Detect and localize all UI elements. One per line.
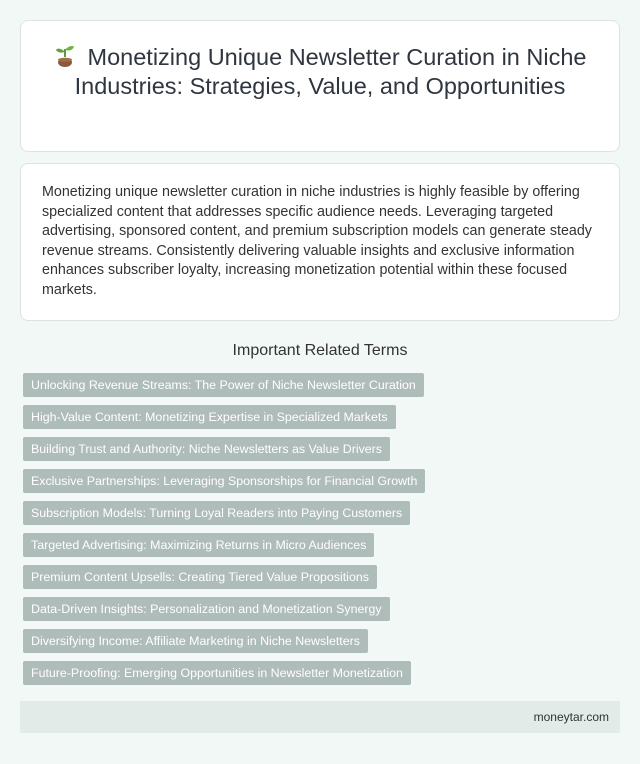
related-term-tag[interactable]: Subscription Models: Turning Loyal Readers into Paying Customers (23, 501, 410, 525)
related-term-tag[interactable]: Diversifying Income: Affiliate Marketing in Niche Newsletters (23, 629, 368, 653)
related-terms-heading: Important Related Terms (232, 342, 408, 359)
page-title (51, 43, 589, 101)
related-term-tag[interactable]: Building Trust and Authority: Niche Newsletters as Value Drivers (23, 437, 390, 461)
title-card (20, 20, 620, 152)
sprout-icon (54, 44, 76, 68)
related-term-tag[interactable]: Premium Content Upsells: Creating Tiered Value Propositions (23, 565, 377, 589)
footer-bar (20, 701, 620, 733)
related-term-tag[interactable]: Future-Proofing: Emerging Opportunities in Newsletter Monetization (23, 661, 411, 685)
footer-site-link[interactable]: moneytar.com (533, 710, 609, 724)
related-term-tag[interactable]: Data-Driven Insights: Personalization and Monetization Synergy (23, 597, 390, 621)
related-term-tag[interactable]: Unlocking Revenue Streams: The Power of Niche Newsletter Curation (23, 373, 424, 397)
page-title-text: Monetizing Unique Newsletter Curation in Niche Industries: Strategies, Value, and Opportunities (74, 44, 587, 99)
related-terms-list (23, 373, 620, 693)
summary-card (20, 163, 620, 321)
related-term-tag[interactable]: Exclusive Partnerships: Leveraging Sponsorships for Financial Growth (23, 469, 425, 493)
related-term-tag[interactable]: High-Value Content: Monetizing Expertise in Specialized Markets (23, 405, 396, 429)
summary-text: Monetizing unique newsletter curation in niche industries is highly feasible by offering specialized content that addresses specific audience needs. Leveraging targeted advertising, sponsored content, and premium subscription models can generate steady revenue streams. Consistently delivering valuable insights and exclusive information enhances subscriber loyalty, increasing monetization potential within these focused markets. (42, 184, 592, 298)
related-term-tag[interactable]: Targeted Advertising: Maximizing Returns in Micro Audiences (23, 533, 374, 557)
